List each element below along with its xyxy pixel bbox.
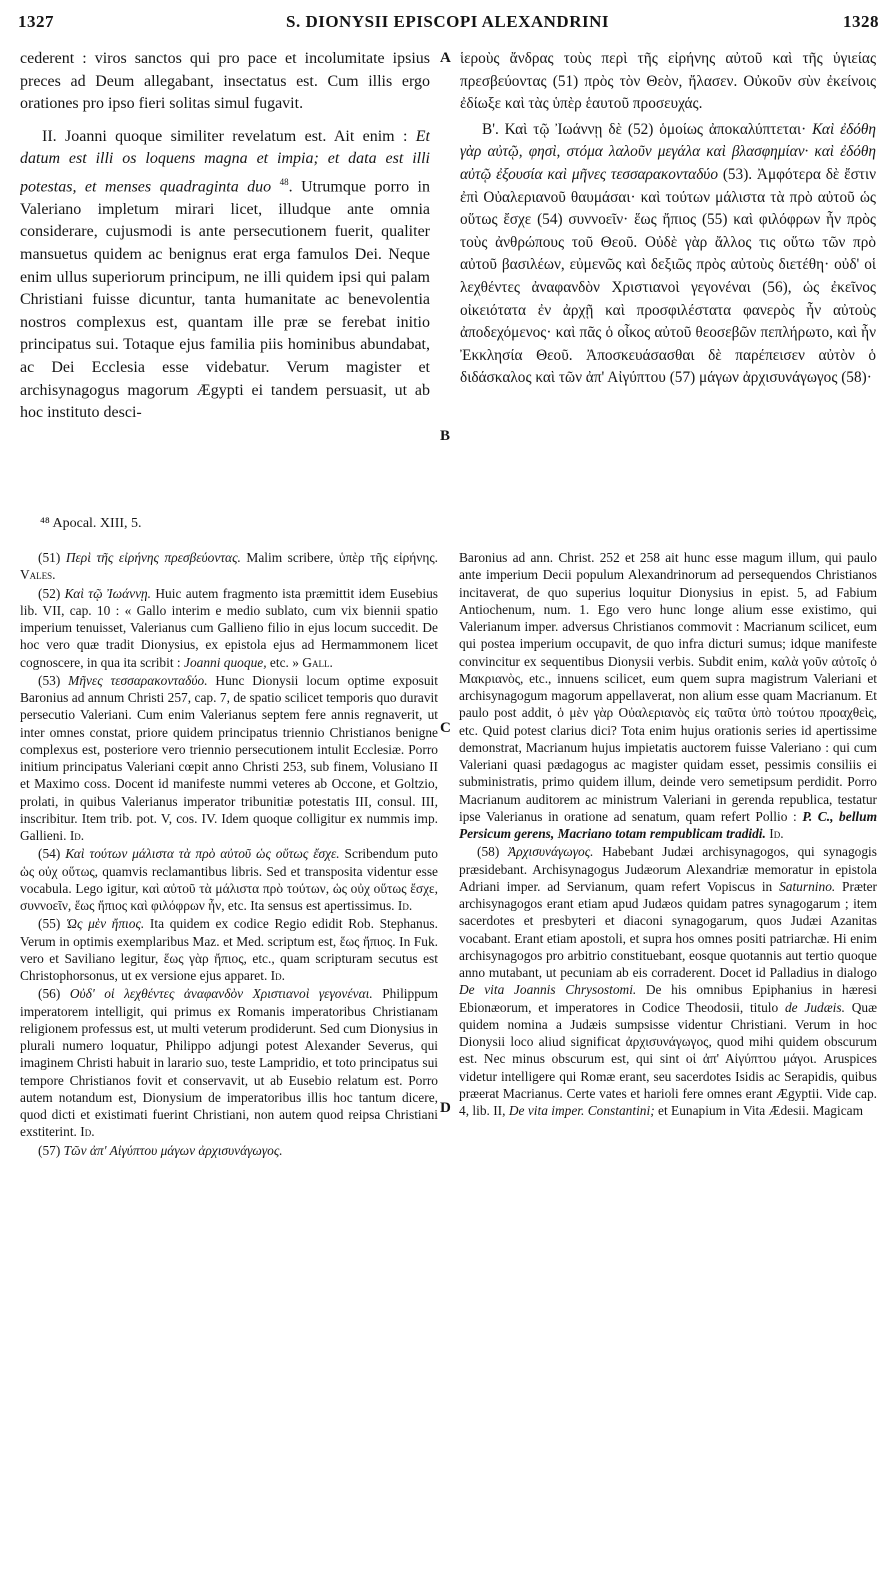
note-text: et Eunapium in Vita Ædesii. Magicam xyxy=(658,1103,864,1118)
note-58 xyxy=(459,843,877,1119)
note-number: (52) xyxy=(38,585,61,601)
note-55 xyxy=(20,915,438,984)
note-56 xyxy=(20,985,438,1140)
note-lemma: Ἀρχισυνάγωγος. xyxy=(508,844,594,860)
greek-paragraph: ἱεροὺς ἄνδρας τοὺς περὶ τῆς εἰρήνης αὐτοῦ καὶ τῆς ὑγιείας πρεσβεύοντας (51) πρὸς τὸν Θεὸν, ἤλασεν. Οὐκοῦν σὺν ἐκείνοις ἐδίωξε καὶ τὰς ὑπὲρ ἑαυτοῦ προσευχάς. xyxy=(460,50,876,113)
note-italic: De vita Joannis Chrysostomi. xyxy=(459,982,637,998)
note-signature: Vales. xyxy=(20,567,56,583)
note-lemma: Τῶν ἀπ' Αἰγύπτου μάγων ἀρχισυνάγωγος. xyxy=(63,1142,283,1158)
note-italic: De vita imper. Constantini; xyxy=(508,1103,655,1118)
note-signature: Id. xyxy=(769,826,784,841)
note-signature: Gall. xyxy=(302,654,333,670)
note-52 xyxy=(20,585,438,671)
footnote-ref: 48 xyxy=(279,176,289,187)
note-number: (57) xyxy=(38,1142,61,1158)
margin-letter-b: B xyxy=(440,428,451,444)
running-title: S. DIONYSII EPISCOPI ALEXANDRINI xyxy=(285,12,609,31)
note-text: Præter archisynagogos erant etiam apud Judæos quidam patres synagogarum ; item sacerdotes et presbyteri et diaconi synagogarum, quos Judæi Azanitas vocabant. Erant etiam apostoli, et supra hos omnes positi patriarchæ. Hi enim archisynagogos pro arbitrio constituebant, eosque quotannis aut tertio quoque anno mutabant, ut pecuniam ab eis corraderent. Docet id Palladius in dialogo xyxy=(459,878,877,980)
note-number: (54) xyxy=(38,846,61,862)
note-lemma: Οὐδ' οἱ λεχθέντες ἀναφανδὸν Χριστιανοὶ γεγονέναι. xyxy=(69,986,373,1002)
note-51 xyxy=(20,549,438,584)
greek-text-column xyxy=(460,48,876,508)
note-italic: Saturnino. xyxy=(779,878,836,894)
greek-text-run: Β'. Καὶ τῷ Ἰωάννῃ δὲ (52) ὁμοίως ἀποκαλύπτεται· xyxy=(482,120,807,138)
latin-paragraph: cederent : viros sanctos qui pro pace et incolumitate ipsius preces ad Deum allegabant, insectatus est. Cum illis ergo orationes pro ipso fieri solitas simul fugavit. xyxy=(20,50,430,113)
note-text: etc. » xyxy=(269,654,299,670)
note-text: Ita quidem ex codice Regio edidit Rob. Stephanus. Verum in optimis exemplaribus Maz. et Med. scriptum est, ἕως ἤπιος. In Fuk. vero et Saviliano legitur, ἕως γὰρ ἤπιος, etc., quam scripturam secutus est Christophorsonus, ut ex versione ejus apparet. xyxy=(20,916,438,983)
note-text: Huic autem fragmento ista præmittit idem Eusebius lib. VII, cap. 10 : « Gallo interim e medio sublato, cum vix biennii spatio imperium tenuisset, Valerianus cum Gallieno filio in ejus locum succedit. De hoc vero quæ tradit Dionysius, ex epistola ejus ad Hermammonem licet cognoscere, in qua ita scribit : xyxy=(20,585,438,670)
note-italic: de Judæis. xyxy=(784,999,845,1015)
note-signature: Id. xyxy=(270,968,285,983)
page-number-right: 1328 xyxy=(843,12,879,31)
page-number-left: 1327 xyxy=(18,12,54,31)
note-signature: Id. xyxy=(69,828,85,843)
note-signature: Id. xyxy=(397,898,413,913)
note-number: (53) xyxy=(38,672,61,688)
running-header xyxy=(14,12,881,38)
latin-text-column xyxy=(20,48,430,508)
note-text: De his omnibus Epiphanius in hæresi Ebionæorum, et imperatores in Codice Theodosii, titulo xyxy=(459,982,877,1015)
note-text: Baronius ad ann. Christ. 252 et 258 ait hunc esse magum illum, qui paulo ante imperium Decii populum Alexandrinorum ad persequendos Christianos incitaverat, de quo superius loquitur Dionysius in epist. 5, ad Fabium Antiochenum, num. 1. Ego vero hunc longe alium esse existimo, qui Valerianum imper. adversus Christianos commovit : Macrianum scilicet, eum qui postea imperium occupavit, de quo infra dicturi sumus; idque manifeste convincitur ex sequentibus Dionysii verbis. Subdit enim, καλὰ γοῦν αὐτοῖς ὁ Μακριανὸς, etc., innuens scilicet, eum quem supra magistrum Valeriani et archisynagogum magorum appellaverat, non alium esse quam Macrianum. Et paulo post addit, ὁ μὲν γὰρ Οὐαλεριανὸς εἰς ταῦτα ὑπὸ τούτου προαχθεὶς, etc. Quid potest clarius dici? Tota enim hujus orationis series id apertissime demonstrat, Macrianum hujus impietatis auctorem fuisse Valeriano : qui cum Valeriani quasi pædagogus ac magister quidam esset, pessimis consiliis ei subministratis, primo quidem illum, deinde vero semetipsum perdidit. Porro Macrianum auditorem ac ministrum Valeriani in gerenda republica, testatur ipse Valerianus in oratione ad senatum, quam refert Pollio : xyxy=(459,550,877,824)
note-number: (58) xyxy=(477,844,500,860)
note-lemma: Περὶ τῆς εἰρήνης πρεσβεύοντας. xyxy=(65,550,241,565)
latin-scripture-quote: Et datum est illi os loquens magna et impia; et data est illi potestas, et menses quadraginta duo xyxy=(20,127,430,196)
latin-paragraph-section-2 xyxy=(20,126,430,425)
latin-text-run: II. Joanni quoque similiter revelatum est. Ait enim : xyxy=(42,127,408,145)
note-signature: Id. xyxy=(80,1124,95,1140)
note-text: Scribendum puto ὡς οὐχ οὕτως, quamvis reclamantibus libris. Sed et transposita videntur esse vocabula. Lego igitur, καὶ αὐτοῦ τὰ μάλιστα πρὸ τούτων, ὡς οὐχ οὕτως ἔσχε, συννοεῖν, ἕως ἤπιος καὶ φιλόφρων ἦν, etc. Ita sensus est apertissimus. xyxy=(20,846,438,913)
note-text: Philippum imperatorem intelligit, qui primus ex Romanis imperatoribus Christianam religionem professus est, ut multi veterum prodiderunt. Sed cum Dionysius in plurali numero loquatur, Philippo adjungi potest Alexander Severus, qui imaginem Christi habuit in larario suo, teste Lampridio, et toto principatus sui tempore Christianos fovit et conservavit, ut ab Eusebio relatum est. Porro autem notandum est, Dionysium de imperatoribus illis hoc tantum dicere, quod dicti et existimati fuerint Christiani, non autem quod reipsa Christiani exstiterint. xyxy=(20,986,438,1140)
note-54 xyxy=(20,845,438,914)
note-italic: Joanni quoque, xyxy=(184,654,267,670)
margin-letter-a: A xyxy=(440,50,451,66)
note-57-heading xyxy=(20,1142,438,1159)
note-number: (51) xyxy=(38,550,61,565)
latin-text-run: . Utrumque porro in Valeriano impletum mirari licet, illudque ante omnia considerare, cujusmodi is ante persecutionem fuerit, qualiter mansuetus quidem ac benignus erat erga famulos Dei. Neque enim ullus superiorum principum, ne illi quidem ipsi qui palam Christiani fuisse dicuntur, tanta humanitate ac benevolentia nostros complexus est, quantam ille præ se ferebat initio principatus sui. Totaque ejus familia piis hominibus abundabat, ac Dei Ecclesia esse videbatur. Verum magister et archisynagogus magorum Ægypti ei tandem persuasit, ut ab hoc instituto desci- xyxy=(20,178,430,422)
note-lemma: Καὶ τούτων μάλιστα τὰ πρὸ αὐτοῦ ὡς οὕτως ἔσχε. xyxy=(65,846,340,862)
note-lemma: Ὡς μὲν ἤπιος. xyxy=(65,916,145,932)
note-number: (56) xyxy=(38,986,61,1002)
note-text: Malim scribere, ὑπὲρ τῆς εἰρήνης. xyxy=(246,550,438,565)
note-53 xyxy=(20,672,438,845)
note-57-continued xyxy=(459,549,877,842)
notes-column-left xyxy=(20,549,438,1549)
margin-letter-c: C xyxy=(440,720,451,736)
greek-paragraph-section-2 xyxy=(460,119,876,390)
footnote: ⁴⁸ Apocal. XIII, 5. xyxy=(40,516,142,531)
note-number: (55) xyxy=(38,916,61,932)
greek-scripture-quote: Καὶ ἐδόθη γὰρ αὐτῷ, φησὶ, στόμα λαλοῦν μεγάλα καὶ βλασφημίαν· καὶ ἐδόθη αὐτῷ ἐξουσία καὶ μῆνες τεσσαρακονταδύο xyxy=(460,120,876,183)
notes-column-right xyxy=(459,549,877,1549)
note-text: Hunc Dionysii locum optime exposuit Baronius ad annum Christi 257, cap. 7, de spatio scilicet temporis quo duravit persecutio Valeriani. Cum enim Valerianus septem fere annis regnaverit, ut inter omnes constat, priore quidem principatus triennio Christianos benigne complexus est, posteriore vero triennio persecutionem intulit Ecclesiæ. Porro initium principatus Valeriani cœpit anno Christi 253, sub finem, Volusiano II et Maximo coss. Docent id manifeste nummi veteres ab Occone, et Goltzio, prolati, in quibus Valerianus imperator tribunitiæ potestatis III, consul. III, inscribitur. Item trib. pot. V, cos. IV. Idem quoque colligitur ex nummis imp. Gallieni. xyxy=(20,672,438,843)
note-text: Habebant Judæi archisynagogos, qui synagogis præsidebant. Archisynagogus Judæorum Alexandriæ memoratur in epistola Adriani imper. ad Servianum, quam refert Vopiscus in xyxy=(459,844,877,894)
margin-letter-d: D xyxy=(440,1100,451,1116)
note-text: Quæ quidem nomina a Judæis sumpsisse videntur Christiani. Verum in hoc Dionysii loco aliud significat ἀρχισυνάγωγος, quod mihi quidem obscurum est. Nec minus obscurum est, qui sint οἱ ἀπ' Αἰγύπτου μάγοι. Aruspices videtur intelligere qui Romæ erant, seu sacerdotes Isidis ac Serapidis, quibus præerat Macrianus. Certe vates et harioli fere omnes erant Ægyptii. Vide cap. 4, lib. II, xyxy=(459,999,877,1118)
greek-text-run: (53). Ἀμφότερα δὲ ἔστιν ἐπὶ Οὐαλεριανοῦ θαυμάσαι· καὶ τούτων μάλιστα τὰ πρὸ αὐτοῦ ὡς οὕτως ἔσχε (54) συννοεῖν· ἕως ἤπιος (55) καὶ φιλόφρων ἦν πρὸς τοὺς ἀνθρώπους τοῦ Θεοῦ. Οὐδὲ γὰρ ἄλλος τις οὕτω τῶν πρὸ αὐτοῦ βασιλέων, εὐμενῶς καὶ δεξιῶς πρὸς αὐτοὺς διετέθη· οὐδ' οἱ λεχθέντες ἀναφανδὸν Χριστιανοὶ γεγονέναι (56), ὡς ἐκεῖνος οἰκειότατα ἐν ἀρχῇ καὶ προσφιλέστατα φανερὸς ἦν αὐτοὺς ἀποδεχόμενος· καὶ πᾶς ὁ οἶκος αὐτοῦ θεοσεβῶν πεπλήρωτο, καὶ ἦν Ἐκκλησία Θεοῦ. Ἀποσκευάσασθαι δὲ παρέπεισεν αὐτὸν ὁ διδάσκαλος καὶ τῶν ἀπ' Αἰγύπτου (57) μάγων ἀρχισυνάγωγος (58)· xyxy=(460,165,876,387)
note-lemma: Καὶ τῷ Ἰωάννῃ. xyxy=(64,585,152,601)
note-lemma: Μῆνες τεσσαρακονταδύο. xyxy=(68,672,208,688)
note-italic: P. C., bellum Persicum gerens, Macriano totam rempublicam tradidi. xyxy=(459,808,877,841)
